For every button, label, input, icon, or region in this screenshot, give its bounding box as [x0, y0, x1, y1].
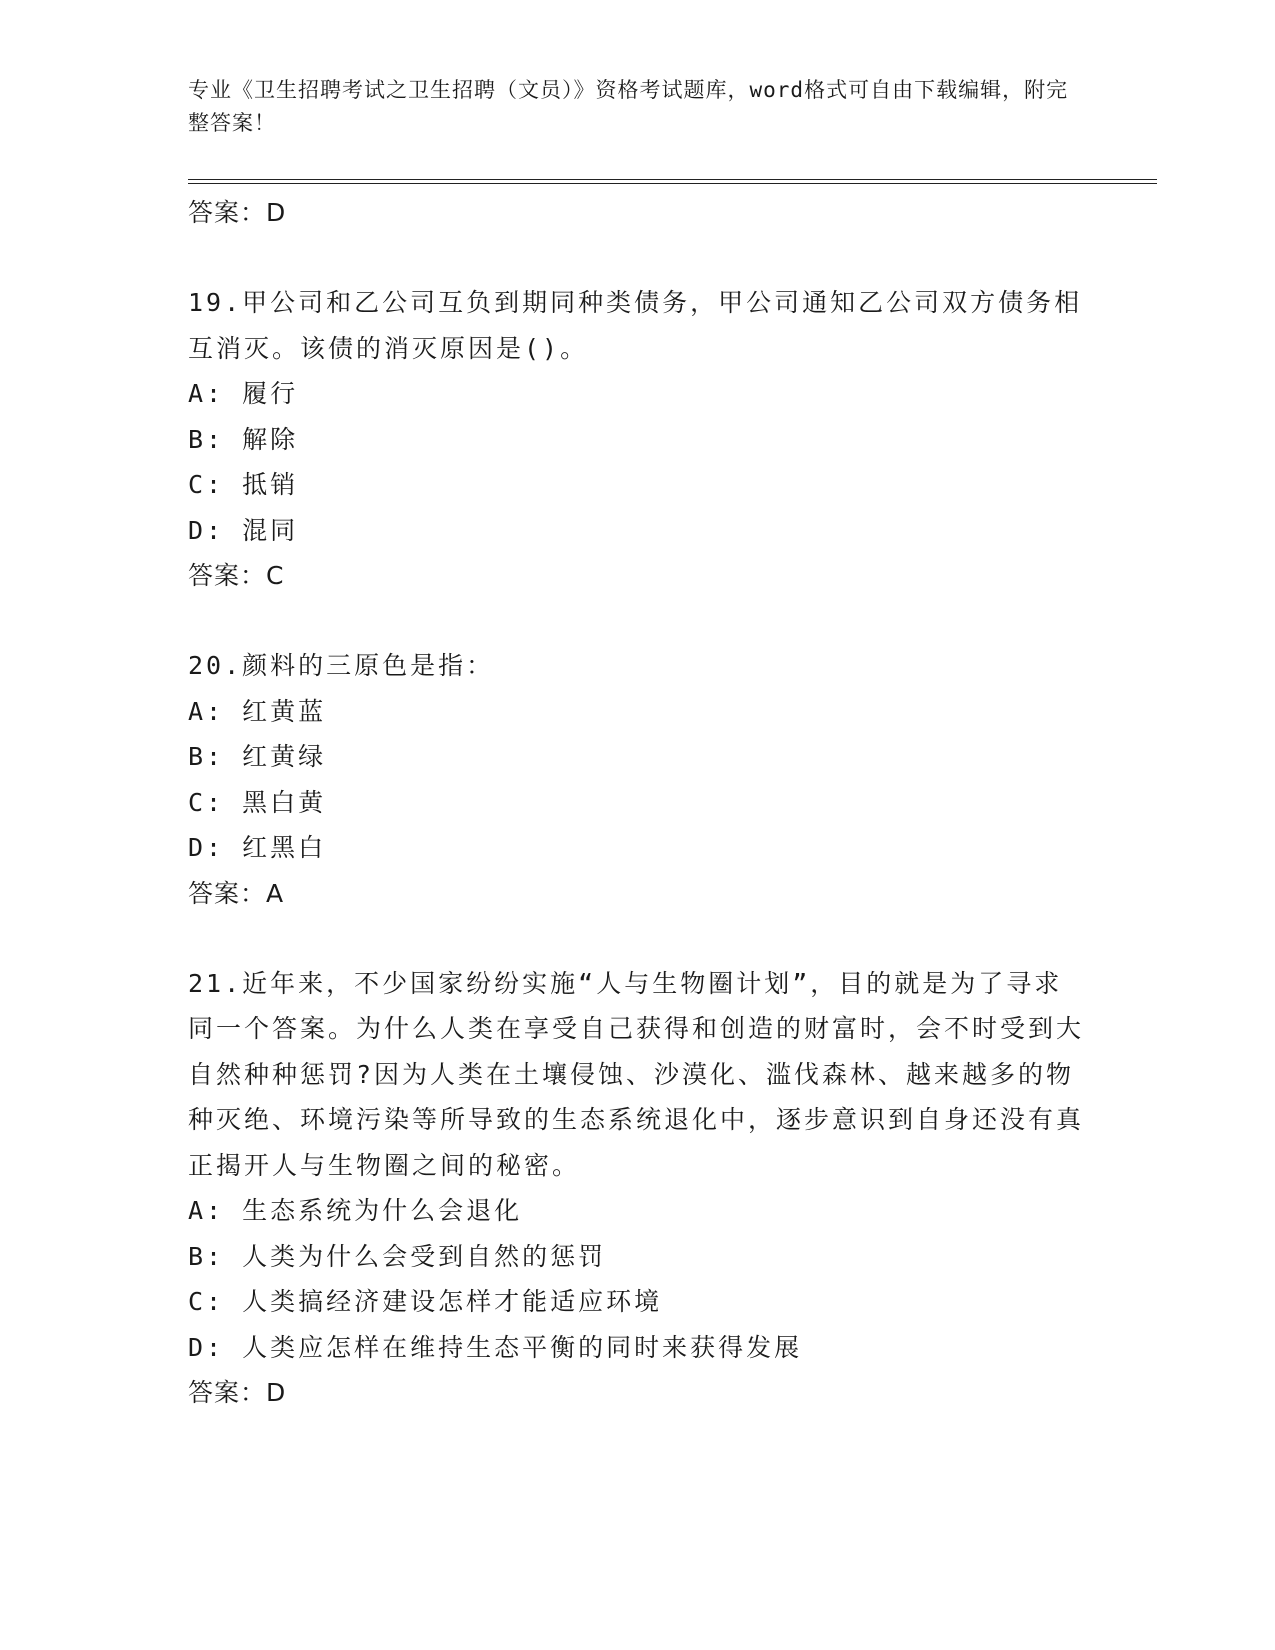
question-text: 21.近年来，不少国家纷纷实施“人与生物圈计划”，目的就是为了寻求同一个答案。为什么人类在享受自己获得和创造的财富时，会不时受到大自然种种惩罚?因为人类在土壤侵蚀、沙漠化、滥伐森林、越来越多的物种灭绝、环境污染等所导致的生态系统退化中，逐步意识到自身还没有真正揭开人与生物圈之间的秘密。: [188, 968, 1085, 1180]
header-text: 专业《卫生招聘考试之卫生招聘（文员）》资格考试题库，word格式可自由下载编辑，附完整答案！: [188, 78, 1069, 135]
option-b: B: 解除: [188, 424, 299, 454]
question-20: [188, 643, 1088, 917]
option-d: D: 人类应怎样在维持生态平衡的同时来获得发展: [188, 1332, 803, 1362]
answer-previous: 答案：D: [188, 198, 287, 227]
header-divider-bottom: [188, 183, 1157, 184]
answer: 答案：D: [188, 1378, 287, 1407]
option-c: C: 人类搞经济建设怎样才能适应环境: [188, 1287, 663, 1316]
question-text: 19.甲公司和乙公司互负到期同种类债务，甲公司通知乙公司双方债务相互消灭。该债的消灭原因是()。: [188, 288, 1083, 363]
option-c: C: 抵销: [188, 470, 299, 499]
option-a: A: 履行: [188, 379, 299, 408]
question-21: [188, 961, 1088, 1417]
option-a: A: 生态系统为什么会退化: [188, 1196, 523, 1225]
option-b: B: 红黄绿: [188, 742, 327, 771]
option-c: C: 黑白黄: [188, 787, 327, 817]
header-divider-top: [188, 179, 1157, 180]
question-text: 20.颜料的三原色是指：: [188, 651, 495, 680]
option-d: D: 红黑白: [188, 833, 327, 862]
option-b: B: 人类为什么会受到自然的惩罚: [188, 1241, 607, 1271]
document-header: [188, 74, 1088, 140]
question-list: [188, 190, 1088, 1416]
answer: 答案：A: [188, 878, 285, 908]
answer: 答案：C: [188, 561, 285, 590]
option-a: A: 红黄蓝: [188, 696, 327, 726]
option-d: D: 混同: [188, 515, 299, 545]
question-19: [188, 280, 1088, 599]
